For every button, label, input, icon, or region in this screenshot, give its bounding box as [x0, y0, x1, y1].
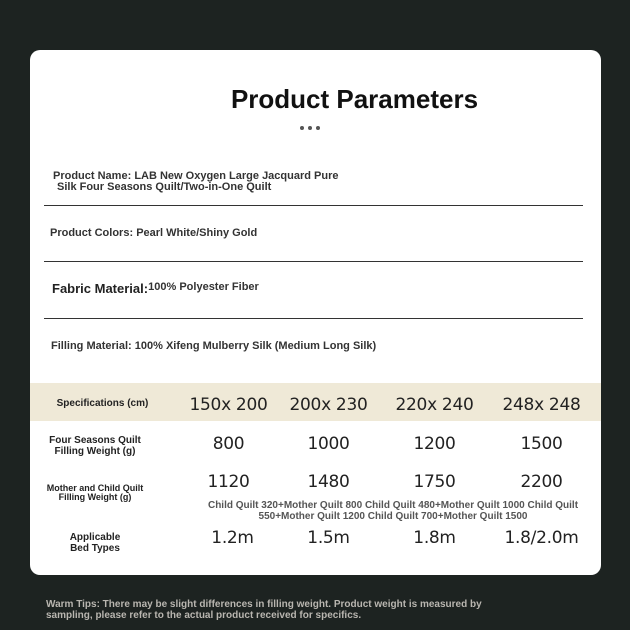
size-cell: 220x 240 — [395, 395, 474, 415]
bed-type: 1.8/2.0m — [504, 528, 579, 548]
divider — [44, 205, 583, 206]
divider — [44, 261, 583, 262]
warm-tips: Warm Tips: There may be slight differences in filling weight. Product weight is measured by sampling, please refer to the actual product received for specifics. — [46, 599, 482, 621]
product-name — [53, 171, 338, 193]
four-seasons-weight: 1000 — [307, 434, 350, 454]
divider — [44, 318, 583, 319]
fabric-material — [52, 283, 259, 296]
bed-types-label — [30, 532, 160, 554]
bed-type: 1.5m — [307, 528, 350, 548]
page-title: Product Parameters — [230, 84, 479, 114]
size-cell: 200x 230 — [289, 395, 368, 415]
product-colors-label: Product Colors: — [50, 227, 134, 239]
size-cell: 248x 248 — [502, 395, 581, 415]
mother-child-label — [30, 484, 160, 502]
product-name-line1: LAB New Oxygen Large Jacquard Pure — [134, 170, 339, 182]
dot — [308, 126, 312, 130]
fabric-value: 100% Polyester Fiber — [148, 281, 259, 293]
four-seasons-label-line1: Four Seasons Quilt — [49, 435, 141, 446]
size-cell: 150x 200 — [189, 395, 268, 415]
filling-label: Filling Material: — [51, 340, 132, 352]
bed-type: 1.2m — [211, 528, 254, 548]
title-dots — [300, 126, 320, 130]
dot — [300, 126, 304, 130]
product-name-label: Product Name: — [53, 170, 132, 182]
bed-type: 1.8m — [413, 528, 456, 548]
mother-child-weight: 1480 — [307, 472, 350, 492]
four-seasons-weight: 1200 — [413, 434, 456, 454]
four-seasons-weight: 800 — [212, 434, 245, 454]
mother-child-label-line2: Filling Weight (g) — [58, 492, 132, 502]
filling-value: 100% Xifeng Mulberry Silk (Medium Long Silk) — [134, 340, 377, 352]
product-card — [30, 50, 601, 575]
four-seasons-label — [30, 435, 160, 457]
product-name-line2: Silk Four Seasons Quilt/Two-in-One Quilt — [57, 181, 272, 193]
mother-child-label-line1: Mother and Child Quilt — [46, 483, 144, 493]
four-seasons-weight: 1500 — [520, 434, 563, 454]
four-seasons-label-line2: Filling Weight (g) — [54, 446, 136, 457]
mother-child-weight: 2200 — [520, 472, 563, 492]
mother-child-weight: 1750 — [413, 472, 456, 492]
spec-label: Specifications (cm) — [56, 398, 149, 409]
product-colors-value: Pearl White/Shiny Gold — [136, 227, 258, 239]
bed-types-label-line2: Bed Types — [70, 543, 120, 554]
product-colors — [50, 228, 257, 239]
bed-types-label-line1: Applicable — [69, 532, 121, 543]
mother-child-note: Child Quilt 320+Mother Quilt 800 Child Quilt 480+Mother Quilt 1000 Child Quilt 550+Mother Quilt 1200 Child Quilt 700+Mother Quilt 1500 — [207, 500, 579, 522]
dot — [316, 126, 320, 130]
fabric-label: Fabric Material: — [52, 281, 149, 296]
filling-material — [51, 341, 376, 352]
mother-child-weight: 1120 — [207, 472, 250, 492]
